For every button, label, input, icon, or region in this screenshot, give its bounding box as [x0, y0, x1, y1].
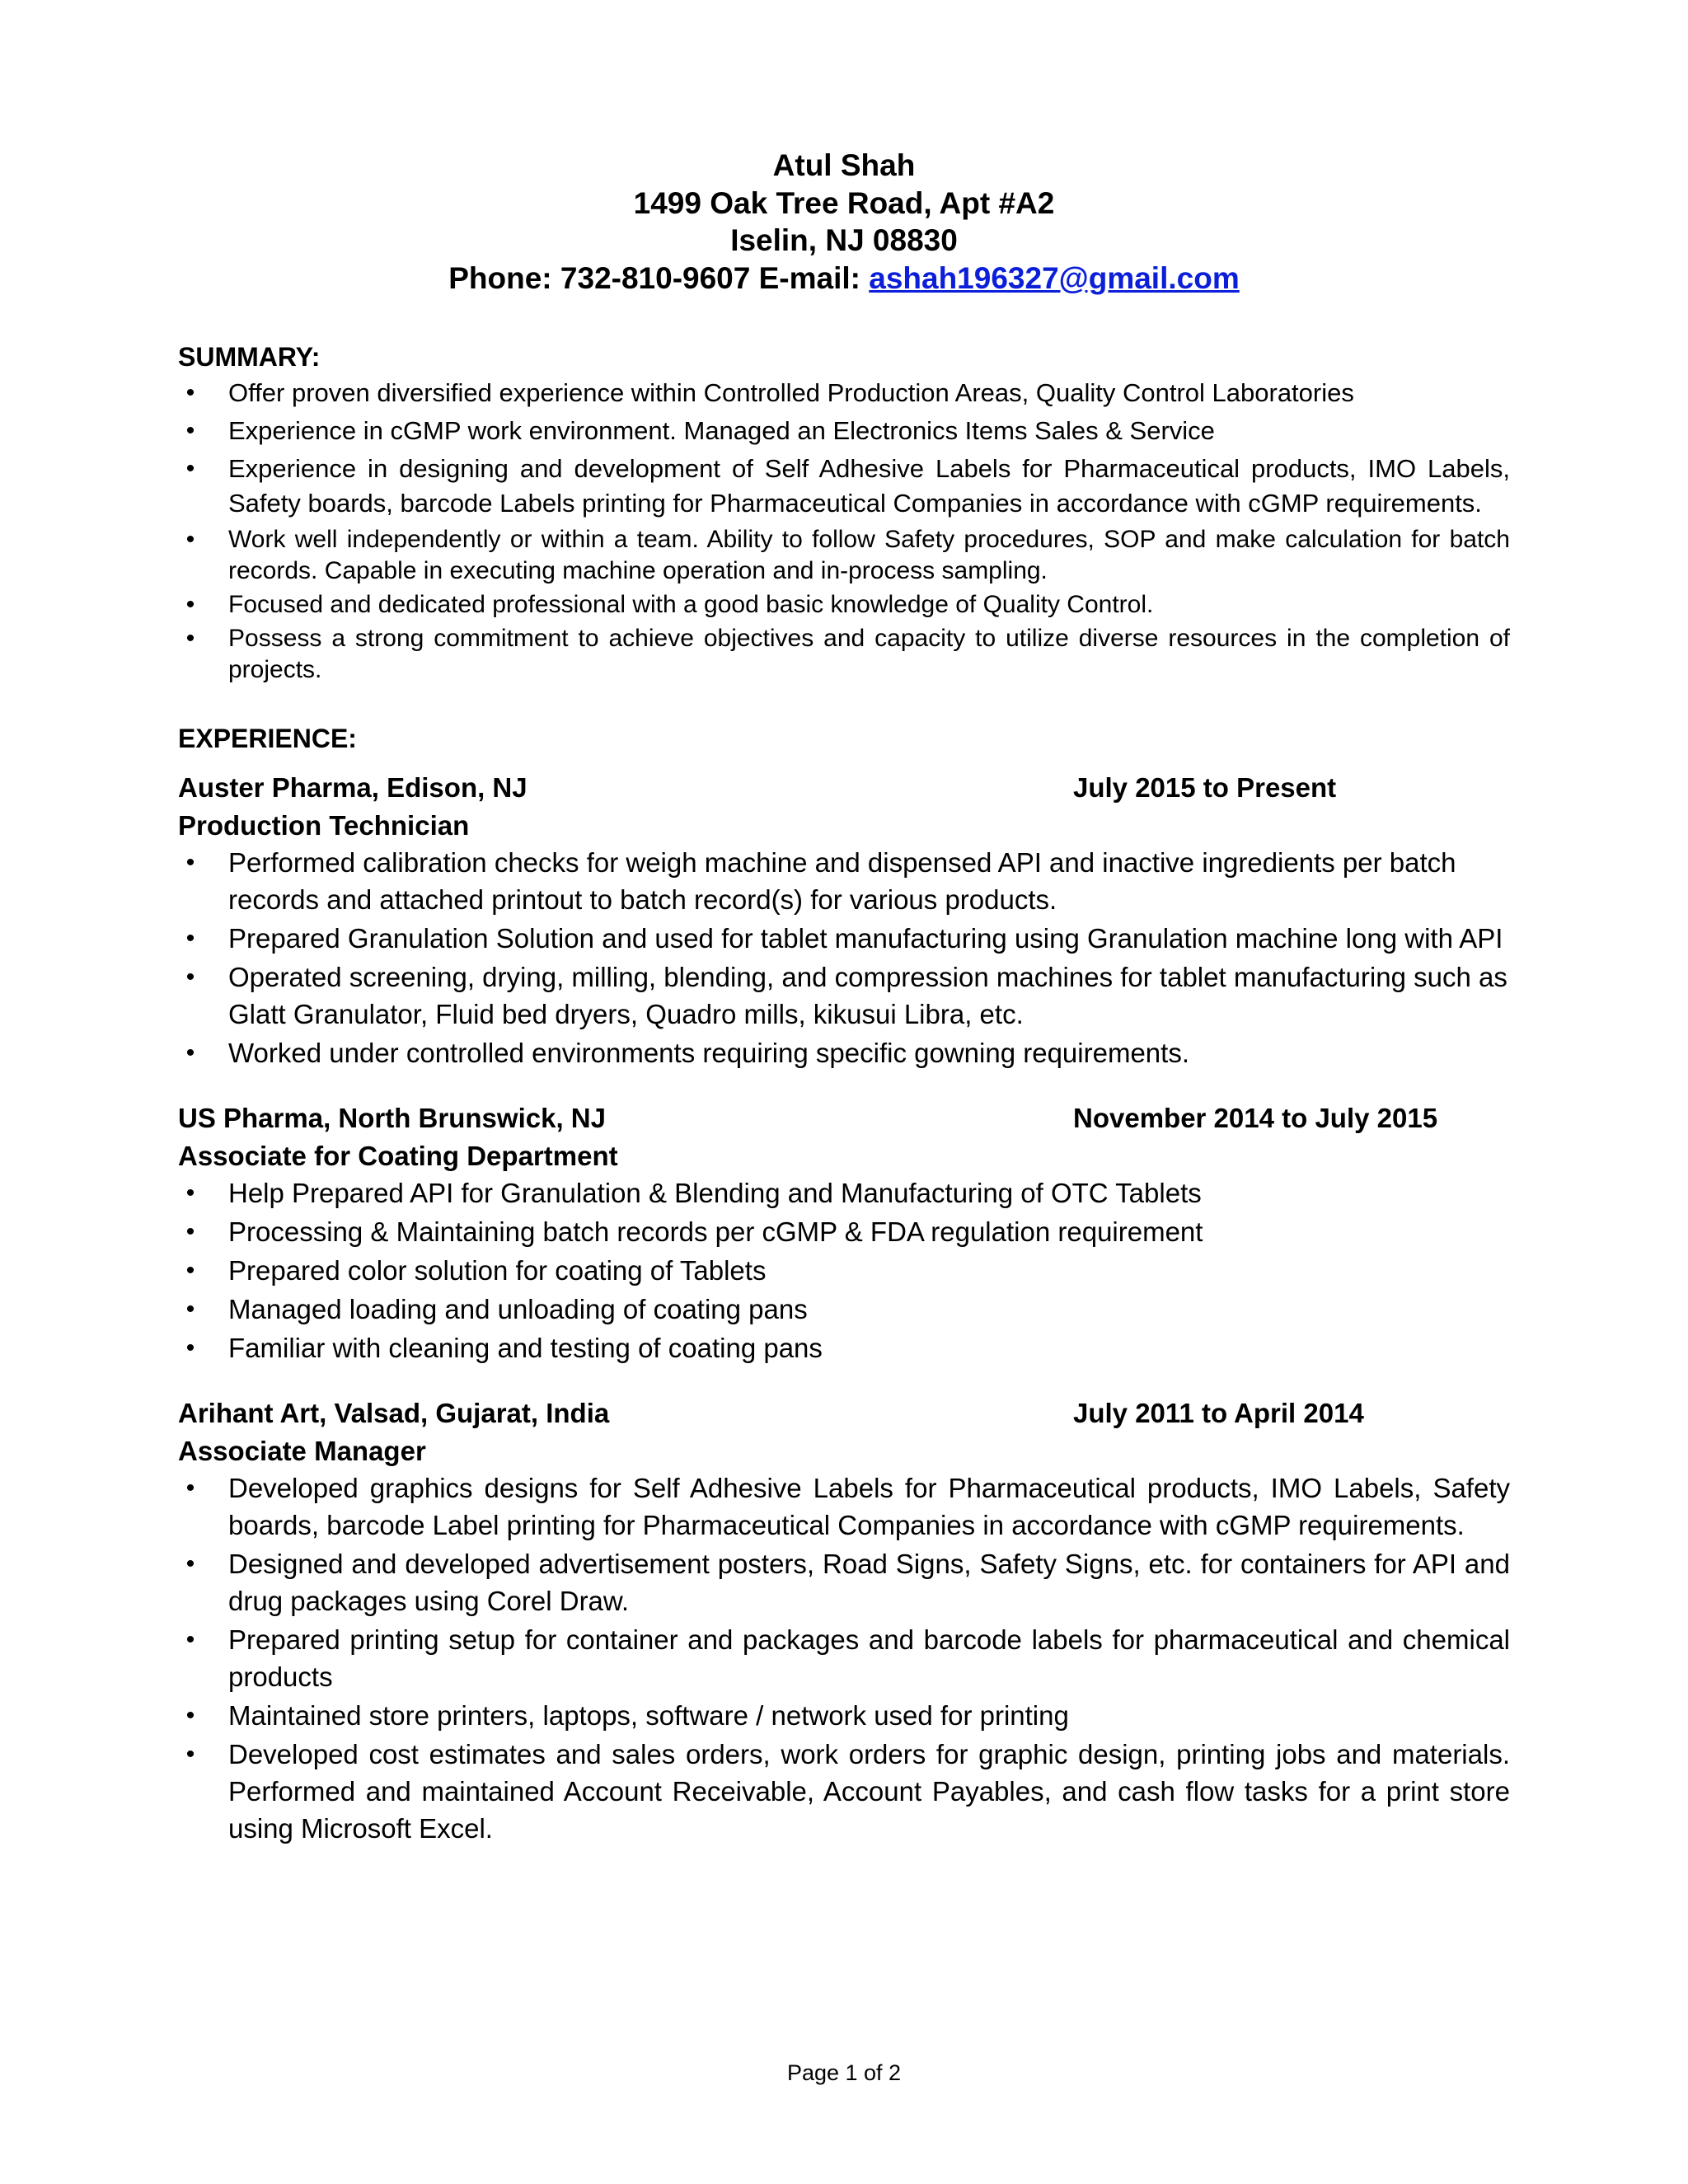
job-title: Production Technician	[178, 810, 470, 841]
job-bullet: • Maintained store printers, laptops, software / network used for printing	[178, 1697, 1510, 1734]
job-company: Arihant Art, Valsad, Gujarat, India	[178, 1398, 610, 1428]
bullet-icon: •	[185, 963, 195, 991]
bullet-icon: •	[185, 1334, 195, 1361]
job-dates: July 2015 to Present	[1073, 772, 1337, 803]
summary-item: • Work well independently or within a team. Ability to follow Safety procedures, SOP and make calculation for batch records. Capable in executing machine operation and in-process sampling.	[178, 524, 1510, 587]
bullet-icon: •	[185, 379, 195, 406]
summary-item: • Possess a strong commitment to achieve objectives and capacity to utilize diverse resources in the completion of projects.	[178, 623, 1510, 686]
address-line-2: Iselin, NJ 08830	[730, 223, 958, 257]
bullet-icon: •	[185, 455, 195, 482]
phone-label: Phone: 732-810-9607 E-mail:	[448, 260, 870, 295]
bullet-icon: •	[185, 1296, 195, 1323]
bullet-icon: •	[185, 1702, 195, 1729]
job-bullet: • Prepared printing setup for container and packages and barcode labels for pharmaceutical and chemical products	[178, 1621, 1510, 1695]
job-bullet: • Operated screening, drying, milling, blending, and compression machines for tablet manufacturing such as Glatt Granulator, Fluid bed dryers, Quadro mills, kikusui Libra, etc.	[178, 958, 1510, 1033]
job-entry	[178, 1394, 1510, 1847]
bullet-icon: •	[185, 1179, 195, 1207]
email-link[interactable]: ashah196327@gmail.com	[869, 260, 1240, 295]
summary-heading: SUMMARY:	[178, 342, 321, 372]
job-bullet: • Performed calibration checks for weigh machine and dispensed API and inactive ingredients per batch records and attached printout to batch record(s) for various products.	[178, 844, 1510, 918]
job-bullet: • Designed and developed advertisement posters, Road Signs, Safety Signs, etc. for containers for API and drug packages using Corel Draw.	[178, 1545, 1510, 1619]
bullet-icon: •	[185, 1218, 195, 1245]
job-dates: July 2011 to April 2014	[1073, 1398, 1364, 1428]
job-dates: November 2014 to July 2015	[1073, 1103, 1438, 1133]
job-entry	[178, 769, 1510, 1071]
bullet-icon: •	[185, 1474, 195, 1502]
bullet-icon: •	[185, 1039, 195, 1066]
address-line-1: 1499 Oak Tree Road, Apt #A2	[633, 185, 1055, 220]
resume-body	[178, 338, 1510, 1849]
summary-section	[178, 338, 1510, 686]
job-header	[178, 1394, 1510, 1432]
job-header	[178, 769, 1510, 807]
bullet-icon: •	[185, 591, 195, 618]
job-bullet: • Processing & Maintaining batch records per cGMP & FDA regulation requirement	[178, 1213, 1510, 1250]
job-title: Associate for Coating Department	[178, 1141, 618, 1171]
contact-line	[0, 260, 1688, 298]
job-bullet: • Help Prepared API for Granulation & Blending and Manufacturing of OTC Tablets	[178, 1174, 1510, 1212]
job-bullet: • Managed loading and unloading of coating pans	[178, 1291, 1510, 1328]
summary-item: • Experience in cGMP work environment. Managed an Electronics Items Sales & Service	[178, 414, 1510, 448]
bullet-icon: •	[185, 625, 195, 652]
job-header	[178, 1099, 1510, 1137]
experience-heading: EXPERIENCE:	[178, 724, 357, 753]
job-title: Associate Manager	[178, 1436, 426, 1466]
job-bullet: • Developed cost estimates and sales orders, work orders for graphic design, printing jobs and materials. Performed and maintained Account Receivable, Account Payables, and cash flow tasks for a print store using Microsoft Excel.	[178, 1736, 1510, 1847]
job-bullet: • Familiar with cleaning and testing of coating pans	[178, 1329, 1510, 1366]
job-company: Auster Pharma, Edison, NJ	[178, 772, 528, 803]
job-bullet: • Developed graphics designs for Self Adhesive Labels for Pharmaceutical products, IMO Labels, Safety boards, barcode Label printing for Pharmaceutical Companies in accordance with cGMP requirements.	[178, 1469, 1510, 1544]
summary-item: • Offer proven diversified experience within Controlled Production Areas, Quality Control Laboratories	[178, 376, 1510, 410]
job-bullets	[178, 1469, 1510, 1847]
summary-item: • Experience in designing and development of Self Adhesive Labels for Pharmaceutical products, IMO Labels, Safety boards, barcode Labels printing for Pharmaceutical Companies in accordance with cGMP requirements.	[178, 452, 1510, 521]
job-entry	[178, 1099, 1510, 1366]
bullet-icon: •	[185, 1741, 195, 1768]
job-company: US Pharma, North Brunswick, NJ	[178, 1103, 606, 1133]
job-bullets	[178, 844, 1510, 1071]
experience-section	[178, 719, 1510, 1847]
page-number: Page 1 of 2	[786, 2060, 902, 2085]
bullet-icon: •	[185, 1550, 195, 1577]
bullet-icon: •	[185, 925, 195, 952]
job-bullet: • Prepared Granulation Solution and used for tablet manufacturing using Granulation machine long with API	[178, 920, 1510, 957]
bullet-icon: •	[185, 417, 195, 444]
job-bullet: • Prepared color solution for coating of Tablets	[178, 1252, 1510, 1289]
job-bullets	[178, 1174, 1510, 1366]
bullet-icon: •	[185, 1257, 195, 1284]
job-bullet: • Worked under controlled environments requiring specific gowning requirements.	[178, 1034, 1510, 1071]
summary-item: • Focused and dedicated professional with a good basic knowledge of Quality Control.	[178, 589, 1510, 621]
bullet-icon: •	[185, 526, 195, 553]
resume-header	[0, 147, 1688, 297]
summary-list	[178, 376, 1510, 686]
bullet-icon: •	[185, 849, 195, 876]
candidate-name: Atul Shah	[772, 148, 916, 182]
bullet-icon: •	[185, 1626, 195, 1653]
